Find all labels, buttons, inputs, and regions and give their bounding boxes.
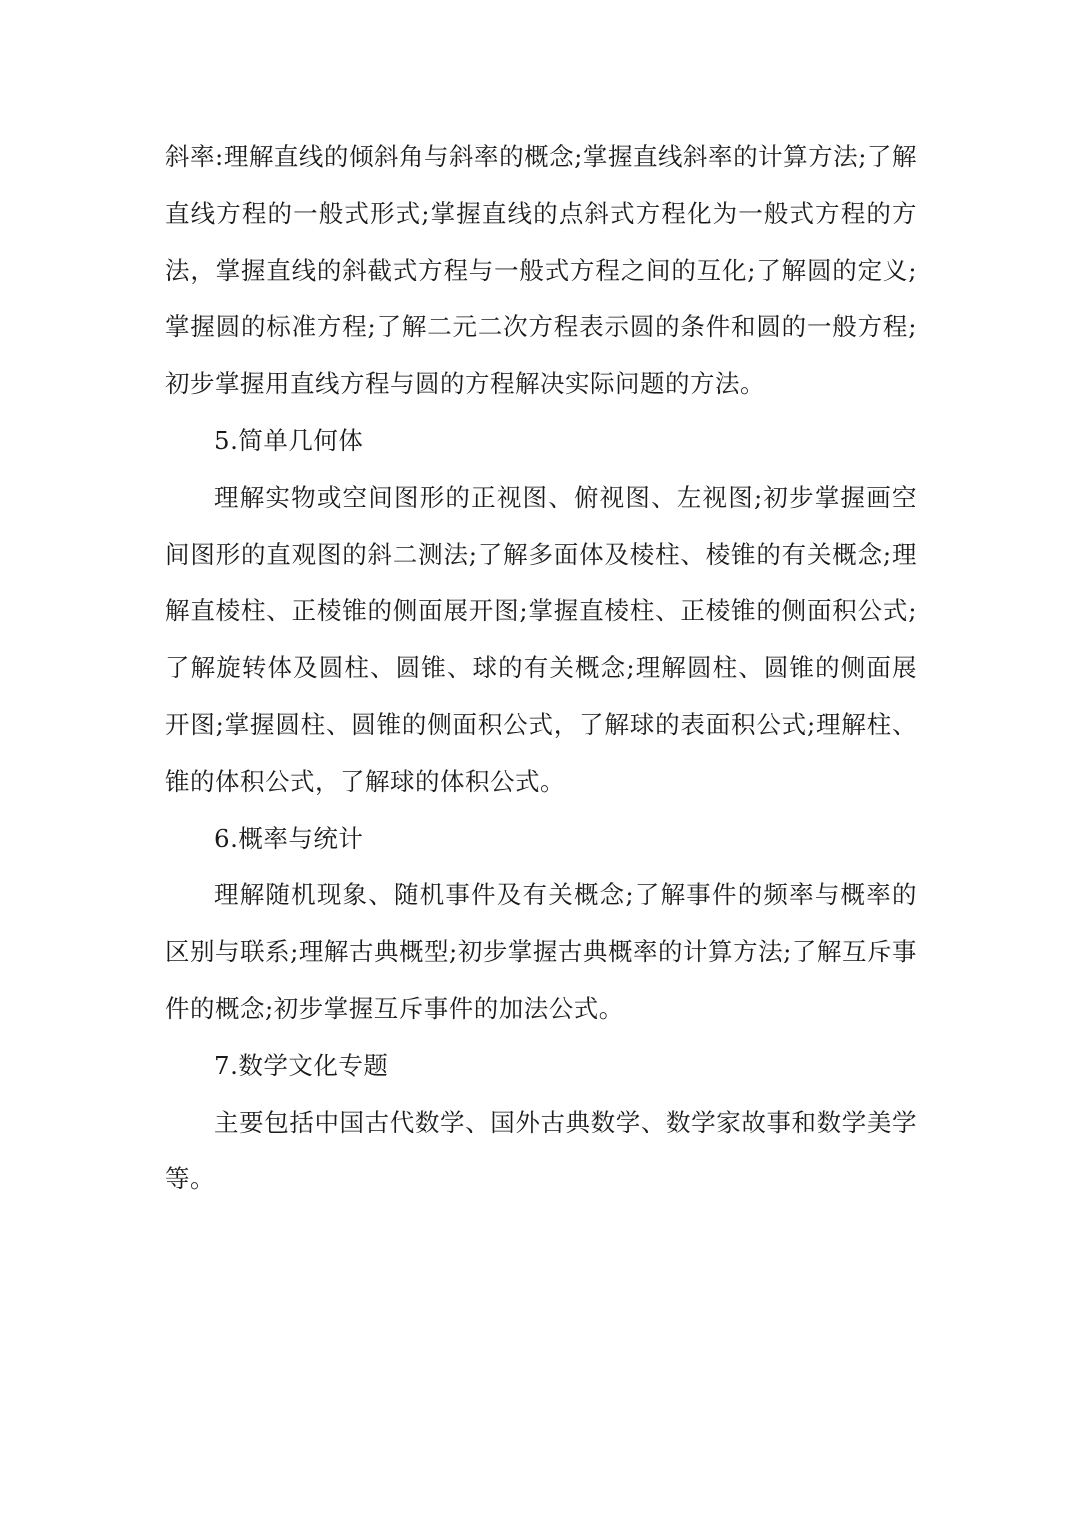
document-body bbox=[165, 129, 917, 1208]
section-heading-math-culture: 7.数学文化专题 bbox=[214, 1050, 389, 1080]
paragraph-simple-geometry: 理解实物或空间图形的正视图、俯视图、左视图;初步掌握画空间图形的直观图的斜二测法;了解多面体及棱柱、棱锥的有关概念;理解直棱柱、正棱锥的侧面展开图;掌握直棱柱、正棱锥的侧面积公式;了解旋转体及圆柱、圆锥、球的有关概念;理解圆柱、圆锥的侧面展开图;掌握圆柱、圆锥的侧面积公式，了解球的表面积公式;理解柱、锥的体积公式，了解球的体积公式。 bbox=[165, 482, 917, 796]
paragraph-line-slope-circle: 斜率:理解直线的倾斜角与斜率的概念;掌握直线斜率的计算方法;了解直线方程的一般式形式;掌握直线的点斜式方程化为一般式方程的方法，掌握直线的斜截式方程与一般式方程之间的互化;了解圆的定义;掌握圆的标准方程;了解二元二次方程表示圆的条件和圆的一般方程;初步掌握用直线方程与圆的方程解决实际问题的方法。 bbox=[165, 142, 917, 399]
paragraph-probability-statistics: 理解随机现象、随机事件及有关概念;了解事件的频率与概率的区别与联系;理解古典概型;初步掌握古典概率的计算方法;了解互斥事件的概念;初步掌握互斥事件的加法公式。 bbox=[165, 880, 917, 1023]
section-heading-simple-geometry: 5.简单几何体 bbox=[214, 425, 364, 455]
section-heading-probability-statistics: 6.概率与统计 bbox=[214, 823, 364, 853]
paragraph-math-culture: 主要包括中国古代数学、国外古典数学、数学家故事和数学美学等。 bbox=[165, 1107, 917, 1194]
